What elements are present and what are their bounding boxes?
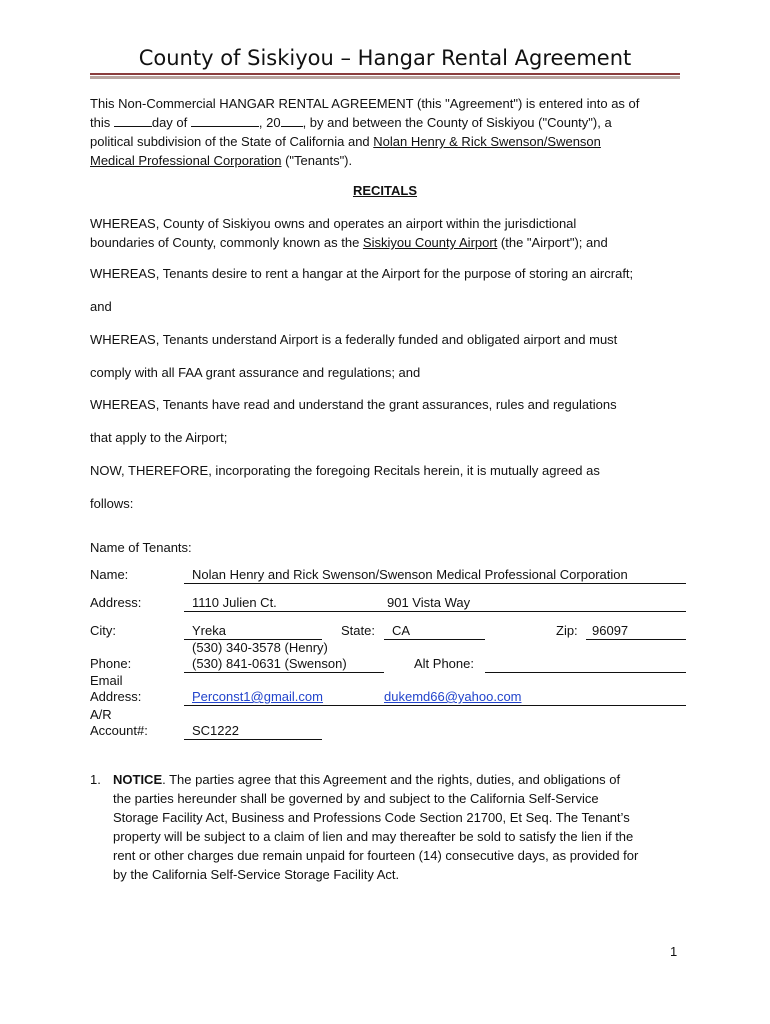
- month-blank[interactable]: [191, 114, 259, 127]
- city-label: City:: [90, 623, 116, 638]
- email-line: [184, 705, 686, 706]
- intro-line-2: this day of , 20 , by and between the County of Siskiyou ("County"), a: [90, 115, 612, 130]
- recital-5b: follows:: [90, 496, 134, 511]
- page-title: County of Siskiyou – Hangar Rental Agreement: [138, 46, 632, 70]
- title-rule: [90, 73, 680, 75]
- city-value[interactable]: Yreka: [192, 623, 226, 638]
- state-line: [384, 639, 485, 640]
- address-value-1[interactable]: 1110 Julien Ct.: [192, 595, 277, 610]
- intro-line-4: Medical Professional Corporation ("Tenants").: [90, 153, 353, 168]
- year-blank[interactable]: [281, 114, 303, 127]
- email-label-2: Address:: [90, 689, 142, 704]
- section-1-line-1: NOTICE. The parties agree that this Agreement and the rights, duties, and obligations of: [113, 772, 621, 787]
- phone-line: [184, 672, 384, 673]
- zip-line: [586, 639, 686, 640]
- recital-5a: NOW, THEREFORE, incorporating the foregoing Recitals herein, it is mutually agreed as: [90, 463, 600, 478]
- state-label: State:: [341, 623, 375, 638]
- title-rule-shadow: [90, 76, 680, 79]
- section-1-number: 1.: [90, 772, 101, 787]
- day-blank[interactable]: [114, 114, 152, 127]
- section-1-line-6: by the California Self-Service Storage Facility Act.: [113, 867, 400, 882]
- section-1-line-4: property will be subject to a claim of lien and may thereafter be sold to satisfy the lien if the: [113, 829, 634, 844]
- email-link-2[interactable]: dukemd66@yahoo.com: [384, 689, 522, 704]
- recitals-heading: RECITALS: [352, 183, 418, 198]
- intro-line-1: This Non-Commercial HANGAR RENTAL AGREEMENT (this "Agreement") is entered into as of: [90, 96, 640, 111]
- state-value[interactable]: CA: [392, 623, 411, 638]
- alt-phone-label: Alt Phone:: [414, 656, 474, 671]
- recital-4b: that apply to the Airport;: [90, 430, 228, 445]
- recital-3b: comply with all FAA grant assurance and regulations; and: [90, 365, 421, 380]
- address-label: Address:: [90, 595, 142, 610]
- address-value-2[interactable]: 901 Vista Way: [387, 595, 471, 610]
- recital-2b: and: [90, 299, 112, 314]
- section-1-heading: NOTICE: [113, 772, 163, 787]
- ar-label-2: Account#:: [90, 723, 148, 738]
- name-value[interactable]: Nolan Henry and Rick Swenson/Swenson Medical Professional Corporation: [192, 567, 628, 582]
- tenant-name-inline-cont: Medical Professional Corporation: [90, 153, 282, 168]
- zip-label: Zip:: [556, 623, 578, 638]
- phone-value-2[interactable]: (530) 841-0631 (Swenson): [192, 656, 347, 671]
- page-number: 1: [670, 944, 678, 959]
- phone-value-1[interactable]: (530) 340-3578 (Henry): [192, 640, 328, 655]
- recital-2a: WHEREAS, Tenants desire to rent a hangar at the Airport for the purpose of storing an aircraft;: [90, 266, 634, 281]
- address-line: [184, 611, 686, 612]
- section-1-line-5: rent or other charges due remain unpaid for fourteen (14) consecutive days, as provided for: [113, 848, 639, 863]
- alt-phone-line[interactable]: [485, 672, 686, 673]
- section-1-line-3: Storage Facility Act, Business and Professions Code Section 21700, Et Seq. The Tenant’s: [113, 810, 630, 825]
- section-1-line-2: the parties hereunder shall be governed by and subject to the California Self-Service: [113, 791, 599, 806]
- email-label-1: Email: [90, 673, 123, 688]
- ar-line: [184, 739, 322, 740]
- name-label: Name:: [90, 567, 129, 582]
- email-link-1[interactable]: Perconst1@gmail.com: [192, 689, 323, 704]
- phone-label: Phone:: [90, 656, 132, 671]
- tenants-heading: Name of Tenants:: [90, 540, 192, 555]
- intro-line-3: political subdivision of the State of California and Nolan Henry & Rick Swenson/Swenson: [90, 134, 601, 149]
- recital-4a: WHEREAS, Tenants have read and understand the grant assurances, rules and regulations: [90, 397, 617, 412]
- recital-1b: boundaries of County, commonly known as the Siskiyou County Airport (the "Airport"); and: [90, 235, 608, 250]
- recital-1a: WHEREAS, County of Siskiyou owns and operates an airport within the jurisdictional: [90, 216, 577, 231]
- recital-3a: WHEREAS, Tenants understand Airport is a federally funded and obligated airport and must: [90, 332, 618, 347]
- ar-label-1: A/R: [90, 707, 112, 722]
- zip-value[interactable]: 96097: [592, 623, 629, 638]
- ar-value[interactable]: SC1222: [192, 723, 239, 738]
- tenant-name-inline: Nolan Henry & Rick Swenson/Swenson: [373, 134, 601, 149]
- name-line: [184, 583, 686, 584]
- airport-name: Siskiyou County Airport: [362, 235, 498, 250]
